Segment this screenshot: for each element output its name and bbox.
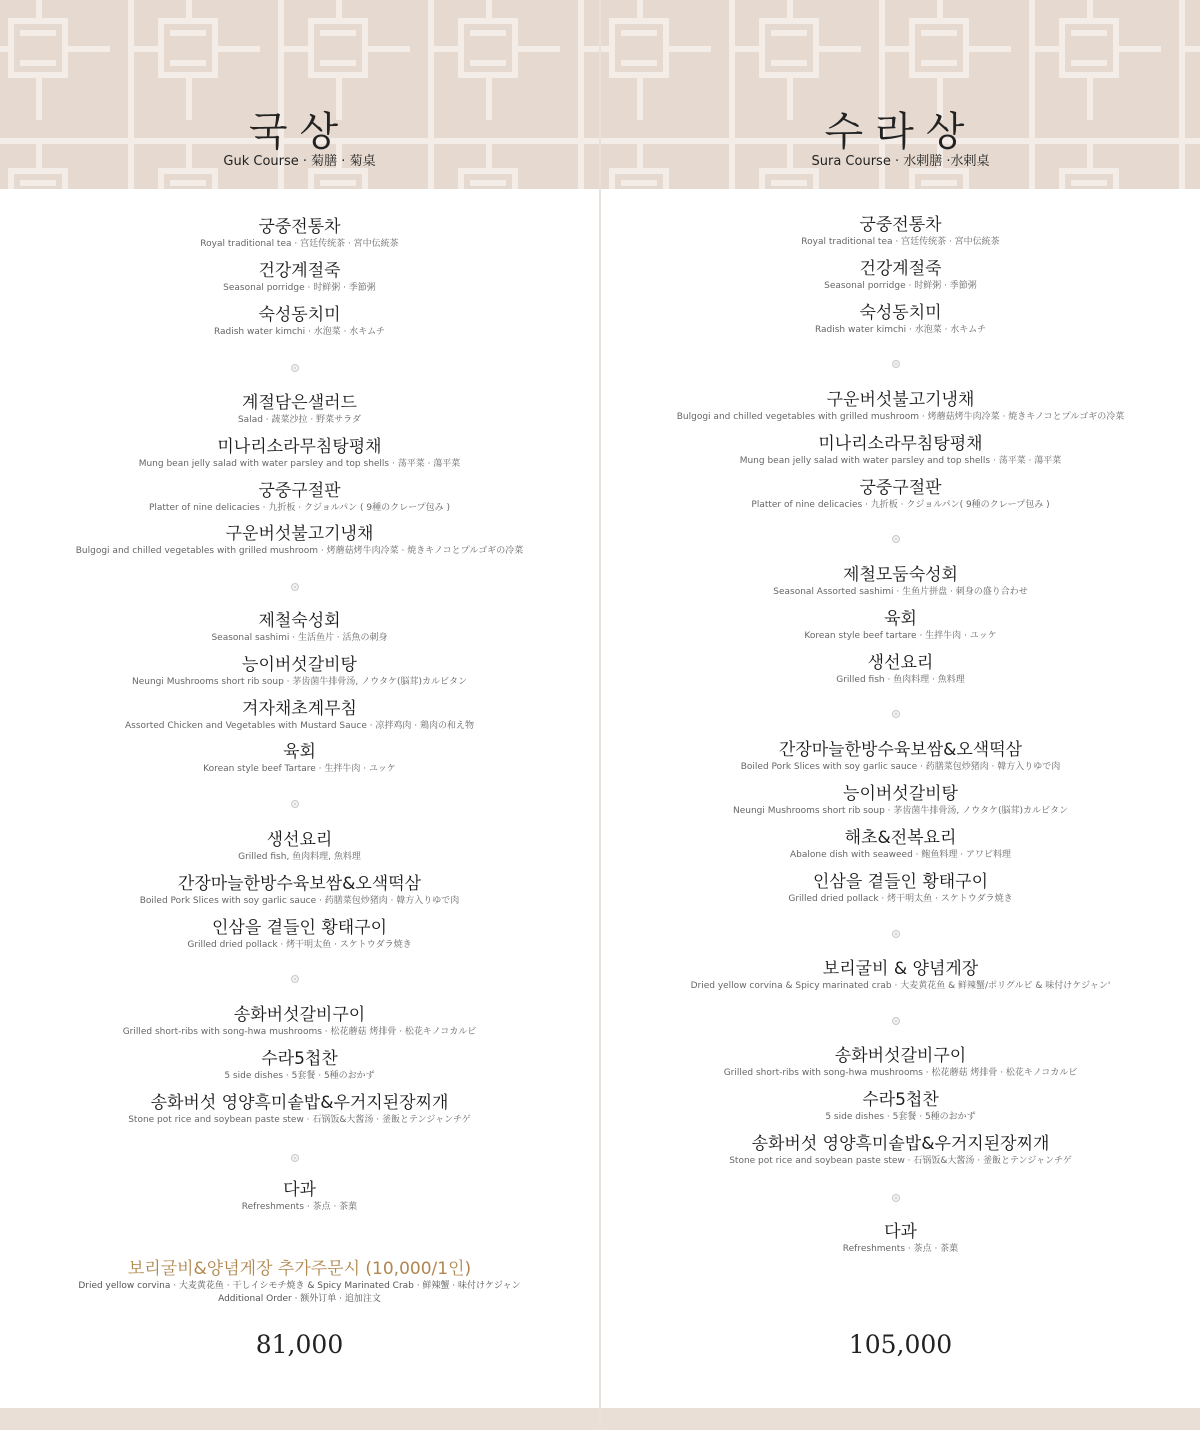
lattice-bar <box>212 168 218 189</box>
lattice-bar <box>170 30 206 36</box>
dish-description: Bulgogi and chilled vegetables with grilled mushroom · 烤蘑菇烤牛肉冷菜 · 焼きキノコとプルゴギの冷菜 <box>676 412 1125 422</box>
lattice-bar <box>879 46 909 52</box>
lattice-bar <box>428 46 458 52</box>
dish-description: Korean style beef tartare · 生拌牛肉 · ユッケ <box>804 631 997 641</box>
menu-item <box>601 1089 1200 1124</box>
menu-item <box>601 214 1200 249</box>
lattice-bar <box>609 168 615 189</box>
menu-item <box>0 304 599 339</box>
lattice-bar <box>921 30 957 36</box>
lattice-bar <box>158 72 218 78</box>
lattice-bar <box>512 168 518 189</box>
dish-name: 인삼을 곁들인 황태구이 <box>812 872 989 892</box>
footer-band <box>0 1408 599 1430</box>
lattice-bar <box>62 18 68 78</box>
separator-ornament-icon <box>291 1154 299 1162</box>
guk-course-panel <box>0 0 599 1430</box>
lattice-bar <box>212 18 218 78</box>
lattice-bar <box>68 46 110 52</box>
dish-description: Grilled short-ribs with song-hwa mushrooms · 松花蘑菇 烤排骨 · 松花キノコカルビ <box>723 1068 1078 1078</box>
lattice-bar <box>458 72 518 78</box>
lattice-bar <box>362 18 368 78</box>
dish-name: 제철숙성회 <box>258 611 341 631</box>
lattice-bar <box>637 0 643 18</box>
lattice-bar <box>128 46 158 52</box>
dish-description: Neungi Mushrooms short rib soup · 茅齿菌牛排骨汤, ノウタケ(脳茸)カルビタン <box>131 677 468 687</box>
lattice-bar <box>729 46 759 52</box>
dish-name: 미나리소라무침탕평채 <box>217 437 382 457</box>
dish-name: 구운버섯불고기냉채 <box>225 524 374 544</box>
lattice-bar <box>1059 72 1119 78</box>
dish-description: Assorted Chicken and Vegetables with Mustard Sauce · 凉拌鸡肉 · 鶏肉の和え物 <box>124 721 475 731</box>
dish-name: 송화버섯 영양흑미솥밥&우거지된장찌개 <box>751 1134 1050 1154</box>
lattice-bar <box>621 30 657 36</box>
course-subtitle: Sura Course · 水剌膳 ·水剌桌 <box>811 154 990 169</box>
lattice-bar <box>1071 180 1107 186</box>
menu-item <box>0 873 599 908</box>
dish-name: 능이버섯갈비탕 <box>242 655 357 675</box>
menu-item <box>0 654 599 689</box>
lattice-bar <box>963 168 969 189</box>
lattice-bar <box>759 168 765 189</box>
additional-order-title: 보리굴비&양념게장 추가주문시 (10,000/1인) <box>127 1259 472 1279</box>
menu-item <box>601 389 1200 424</box>
dish-name: 보리굴비 & 양념게장 <box>822 959 979 979</box>
menu-item <box>601 958 1200 993</box>
additional-order <box>0 1258 599 1306</box>
lattice-bar <box>518 46 560 52</box>
lattice-bar <box>470 60 506 66</box>
lattice-bar <box>486 0 492 18</box>
menu-item <box>0 829 599 864</box>
sura-header <box>601 0 1200 189</box>
dish-description: Seasonal porridge · 时鲜粥 · 季節粥 <box>223 283 376 293</box>
lattice-bar <box>336 0 342 18</box>
dish-description: Grilled dried pollack · 烤干明太鱼 · スケトウダラ焼き <box>788 894 1013 904</box>
lattice-bar <box>320 60 356 66</box>
lattice-bar <box>62 168 68 189</box>
dish-name: 능이버섯갈비탕 <box>843 784 958 804</box>
lattice-bar <box>787 0 793 18</box>
dish-name: 미나리소라무침탕평채 <box>818 434 983 454</box>
separator-ornament-icon <box>892 1194 900 1202</box>
menu-item <box>0 436 599 471</box>
separator-ornament-icon <box>291 800 299 808</box>
lattice-bar <box>8 72 68 78</box>
lattice-bar <box>1179 46 1200 52</box>
separator-ornament-icon <box>892 360 900 368</box>
dish-description: 5 side dishes · 5套餐 · 5種のおかず <box>224 1071 375 1081</box>
dish-name: 건강계절죽 <box>258 261 341 281</box>
lattice-bar <box>320 30 356 36</box>
lattice-bar <box>1071 30 1107 36</box>
lattice-bar <box>308 168 314 189</box>
lattice-bar <box>186 0 192 18</box>
menu-item <box>601 1221 1200 1256</box>
menu-item <box>601 477 1200 512</box>
lattice-bar <box>813 18 819 78</box>
dish-description: Salad · 蔬菜沙拉 · 野菜サラダ <box>237 415 362 425</box>
lattice-bar <box>308 72 368 78</box>
lattice-bar <box>470 180 506 186</box>
menu-item <box>601 652 1200 687</box>
dish-name: 해초&전복요리 <box>844 828 957 848</box>
lattice-bar <box>1113 168 1119 189</box>
menu-item <box>601 1133 1200 1168</box>
lattice-bar <box>368 46 410 52</box>
lattice-bar <box>813 168 819 189</box>
lattice-bar <box>909 18 915 78</box>
course-title: 수라상 <box>824 109 977 155</box>
separator-ornament-icon <box>291 975 299 983</box>
menu-item <box>601 433 1200 468</box>
dish-description: Radish water kimchi · 水泡菜 · 水キムチ <box>213 327 386 337</box>
menu-item <box>601 783 1200 818</box>
lattice-bar <box>1071 60 1107 66</box>
lattice-bar <box>963 18 969 78</box>
menu-item <box>601 827 1200 862</box>
dish-description: Royal traditional tea · 宫廷传统茶 · 宮中伝統茶 <box>200 239 399 249</box>
dish-name: 제철모둠숙성회 <box>843 565 958 585</box>
dish-description: Neungi Mushrooms short rib soup · 茅齿菌牛排骨汤, ノウタケ(脳茸)カルビタン <box>732 806 1069 816</box>
dish-description: Dried yellow corvina & Spicy marinated crab · 大麦黄花鱼 & 鲜辣蟹/ポリグルビ & 味付けケジャン' <box>690 981 1111 991</box>
footer-band <box>601 1408 1200 1430</box>
menu-item <box>0 1179 599 1214</box>
lattice-bar <box>8 168 14 189</box>
dish-name: 인삼을 곁들인 황태구이 <box>211 918 388 938</box>
dish-name: 건강계절죽 <box>859 259 942 279</box>
lattice-bar <box>969 46 1011 52</box>
dish-name: 송화버섯갈비구이 <box>834 1046 967 1066</box>
dish-description: Boiled Pork Slices with soy garlic sauce · 药膳菜包炒猪肉 · 韓方入りゆで肉 <box>740 762 1061 772</box>
dish-name: 궁중전통차 <box>859 215 942 235</box>
lattice-bar <box>36 0 42 18</box>
dish-description: Grilled short-ribs with song-hwa mushrooms · 松花蘑菇 烤排骨 · 松花キノコカルビ <box>122 1027 477 1037</box>
lattice-bar <box>1029 46 1059 52</box>
dish-name: 숙성동치미 <box>258 305 341 325</box>
sura-course-panel <box>601 0 1200 1430</box>
dish-description: Mung bean jelly salad with water parsley and top shells · 荡平菜 · 蕩平菜 <box>739 456 1062 466</box>
lattice-bar <box>320 180 356 186</box>
lattice-bar <box>1059 18 1065 78</box>
lattice-bar <box>909 18 969 24</box>
lattice-bar <box>458 168 464 189</box>
dish-name: 구운버섯불고기냉채 <box>826 390 975 410</box>
lattice-bar <box>1059 18 1119 24</box>
menu-item <box>601 564 1200 599</box>
menu-item <box>601 1045 1200 1080</box>
dish-description: Korean style beef Tartare · 生拌牛肉 · ユッケ <box>203 764 396 774</box>
dish-description: 5 side dishes · 5套餐 · 5種のおかず <box>825 1112 976 1122</box>
course-title: 국상 <box>248 109 351 155</box>
dish-description: Boiled Pork Slices with soy garlic sauce · 药膳菜包炒猪肉 · 韓方入りゆで肉 <box>139 896 460 906</box>
menu-item <box>601 302 1200 337</box>
lattice-bar <box>609 18 669 24</box>
dish-description: Platter of nine delicacies · 九折板 · クジョルパン( 9種のクレープ包み ) <box>751 500 1050 510</box>
lattice-bar <box>458 18 518 24</box>
lattice-bar <box>158 18 164 78</box>
lattice-bar <box>470 30 506 36</box>
dish-description: Refreshments · 茶点 · 茶菓 <box>241 1202 358 1212</box>
menu-item <box>601 258 1200 293</box>
dish-name: 수라5첩찬 <box>862 1090 939 1110</box>
lattice-bar <box>909 72 969 78</box>
lattice-bar <box>278 46 308 52</box>
dish-description: Mung bean jelly salad with water parsley and top shells · 荡平菜 · 蕩平菜 <box>138 459 461 469</box>
lattice-bar <box>8 18 68 24</box>
dish-description: Platter of nine delicacies · 九折板 · クジョルパン ( 9種のクレープ包み ) <box>148 503 451 513</box>
lattice-bar <box>308 18 314 78</box>
dish-name: 송화버섯갈비구이 <box>233 1005 366 1025</box>
separator-ornament-icon <box>892 710 900 718</box>
dish-description: Seasonal sashimi · 生活鱼片 · 活魚の刺身 <box>211 633 388 643</box>
lattice-bar <box>20 60 56 66</box>
dish-name: 겨자채초계무침 <box>242 699 357 719</box>
lattice-bar <box>621 180 657 186</box>
lattice-bar <box>20 30 56 36</box>
dish-name: 계절담은샐러드 <box>242 393 357 413</box>
lattice-bar <box>909 168 915 189</box>
lattice-bar <box>609 18 615 78</box>
lattice-bar <box>158 168 164 189</box>
dish-name: 숙성동치미 <box>859 303 942 323</box>
menu-item <box>0 260 599 295</box>
lattice-bar <box>362 168 368 189</box>
dish-name: 수라5첩찬 <box>261 1049 338 1069</box>
menu-item <box>0 480 599 515</box>
lattice-bar <box>20 180 56 186</box>
lattice-bar <box>759 18 765 78</box>
course-subtitle: Guk Course · 菊膳 · 菊桌 <box>223 154 376 169</box>
lattice-bar <box>1119 46 1161 52</box>
course-price: 81,000 <box>255 1330 344 1359</box>
dish-name: 송화버섯 영양흑미솥밥&우거지된장찌개 <box>150 1093 449 1113</box>
lattice-bar <box>621 60 657 66</box>
additional-order-description: Dried yellow corvina · 大麦黄花鱼 · 干しイシモチ焼き & Spicy Marinated Crab · 鲜辣蟹 · 味付けケジャン <box>78 1281 521 1291</box>
lattice-bar <box>759 72 819 78</box>
dish-description: Royal traditional tea · 宫廷传统茶 · 宮中伝統茶 <box>801 237 1000 247</box>
lattice-bar <box>308 18 368 24</box>
lattice-bar <box>663 18 669 78</box>
lattice-bar <box>663 168 669 189</box>
lattice-bar <box>937 0 943 18</box>
dish-description: Grilled fish, 鱼肉料理, 魚料理 <box>238 852 361 862</box>
menu-item <box>0 1048 599 1083</box>
lattice-bar <box>1113 18 1119 78</box>
lattice-bar <box>158 18 218 24</box>
lattice-bar <box>819 46 861 52</box>
dish-description: Seasonal porridge · 时鲜粥 · 季節粥 <box>824 281 977 291</box>
separator-ornament-icon <box>892 535 900 543</box>
lattice-bar <box>1059 168 1065 189</box>
dish-description: Abalone dish with seaweed · 鲍鱼料理 · アワビ料理 <box>790 850 1011 860</box>
dish-name: 생선요리 <box>266 830 333 850</box>
lattice-bar <box>170 60 206 66</box>
dish-name: 궁중구절판 <box>258 481 341 501</box>
menu-item <box>0 917 599 952</box>
lattice-bar <box>1087 0 1093 18</box>
menu-item <box>0 698 599 733</box>
lattice-bar <box>458 18 464 78</box>
dish-description: Grilled fish · 鱼肉料理 · 魚料理 <box>836 675 965 685</box>
menu-item <box>0 741 599 776</box>
menu-item <box>0 523 599 558</box>
separator-ornament-icon <box>291 583 299 591</box>
lattice-bar <box>512 18 518 78</box>
lattice-bar <box>601 46 609 52</box>
course-price: 105,000 <box>848 1330 953 1359</box>
dish-description: Seasonal Assorted sashimi · 生鱼片拼盘 · 刺身の盛り合わせ <box>773 587 1028 597</box>
menu-item <box>0 1092 599 1127</box>
dish-description: Radish water kimchi · 水泡菜 · 水キムチ <box>814 325 987 335</box>
dish-description: Stone pot rice and soybean paste stew · 石锅饭&大酱汤 · 釜飯とテンジャンチゲ <box>729 1156 1072 1166</box>
separator-ornament-icon <box>892 930 900 938</box>
lattice-bar <box>921 60 957 66</box>
lattice-bar <box>759 18 819 24</box>
lattice-bar <box>669 46 711 52</box>
menu-item <box>0 216 599 251</box>
lattice-bar <box>771 180 807 186</box>
menu-item <box>0 610 599 645</box>
dish-description: Refreshments · 茶点 · 茶菓 <box>842 1244 959 1254</box>
lattice-bar <box>218 46 260 52</box>
menu-item <box>601 608 1200 643</box>
menu-item <box>0 392 599 427</box>
dish-name: 다과 <box>884 1222 917 1242</box>
dish-name: 간장마늘한방수육보쌈&오색떡삼 <box>778 740 1023 760</box>
lattice-bar <box>170 180 206 186</box>
separator-ornament-icon <box>892 1017 900 1025</box>
dish-name: 궁중구절판 <box>859 478 942 498</box>
lattice-bar <box>578 46 599 52</box>
menu-item <box>0 1004 599 1039</box>
dish-name: 간장마늘한방수육보쌈&오색떡삼 <box>177 874 422 894</box>
separator-ornament-icon <box>291 364 299 372</box>
lattice-bar <box>771 60 807 66</box>
menu-item <box>601 871 1200 906</box>
additional-order-note: Additional Order · 额外订单 · 追加注文 <box>218 1294 381 1304</box>
lattice-bar <box>8 18 14 78</box>
lattice-bar <box>0 46 8 52</box>
menu-item <box>601 739 1200 774</box>
dish-description: Grilled dried pollack · 烤干明太鱼 · スケトウダラ焼き <box>187 940 412 950</box>
dish-name: 육회 <box>884 609 917 629</box>
dish-description: Bulgogi and chilled vegetables with grilled mushroom · 烤蘑菇烤牛肉冷菜 · 焼きキノコとプルゴギの冷菜 <box>75 546 524 556</box>
lattice-bar <box>921 180 957 186</box>
dish-name: 궁중전통차 <box>258 217 341 237</box>
lattice-bar <box>771 30 807 36</box>
dish-description: Stone pot rice and soybean paste stew · 石锅饭&大酱汤 · 釜飯とテンジャンチゲ <box>128 1115 471 1125</box>
dish-name: 생선요리 <box>867 653 934 673</box>
dish-name: 육회 <box>283 742 316 762</box>
dish-name: 다과 <box>283 1180 316 1200</box>
guk-header <box>0 0 599 189</box>
lattice-bar <box>609 72 669 78</box>
